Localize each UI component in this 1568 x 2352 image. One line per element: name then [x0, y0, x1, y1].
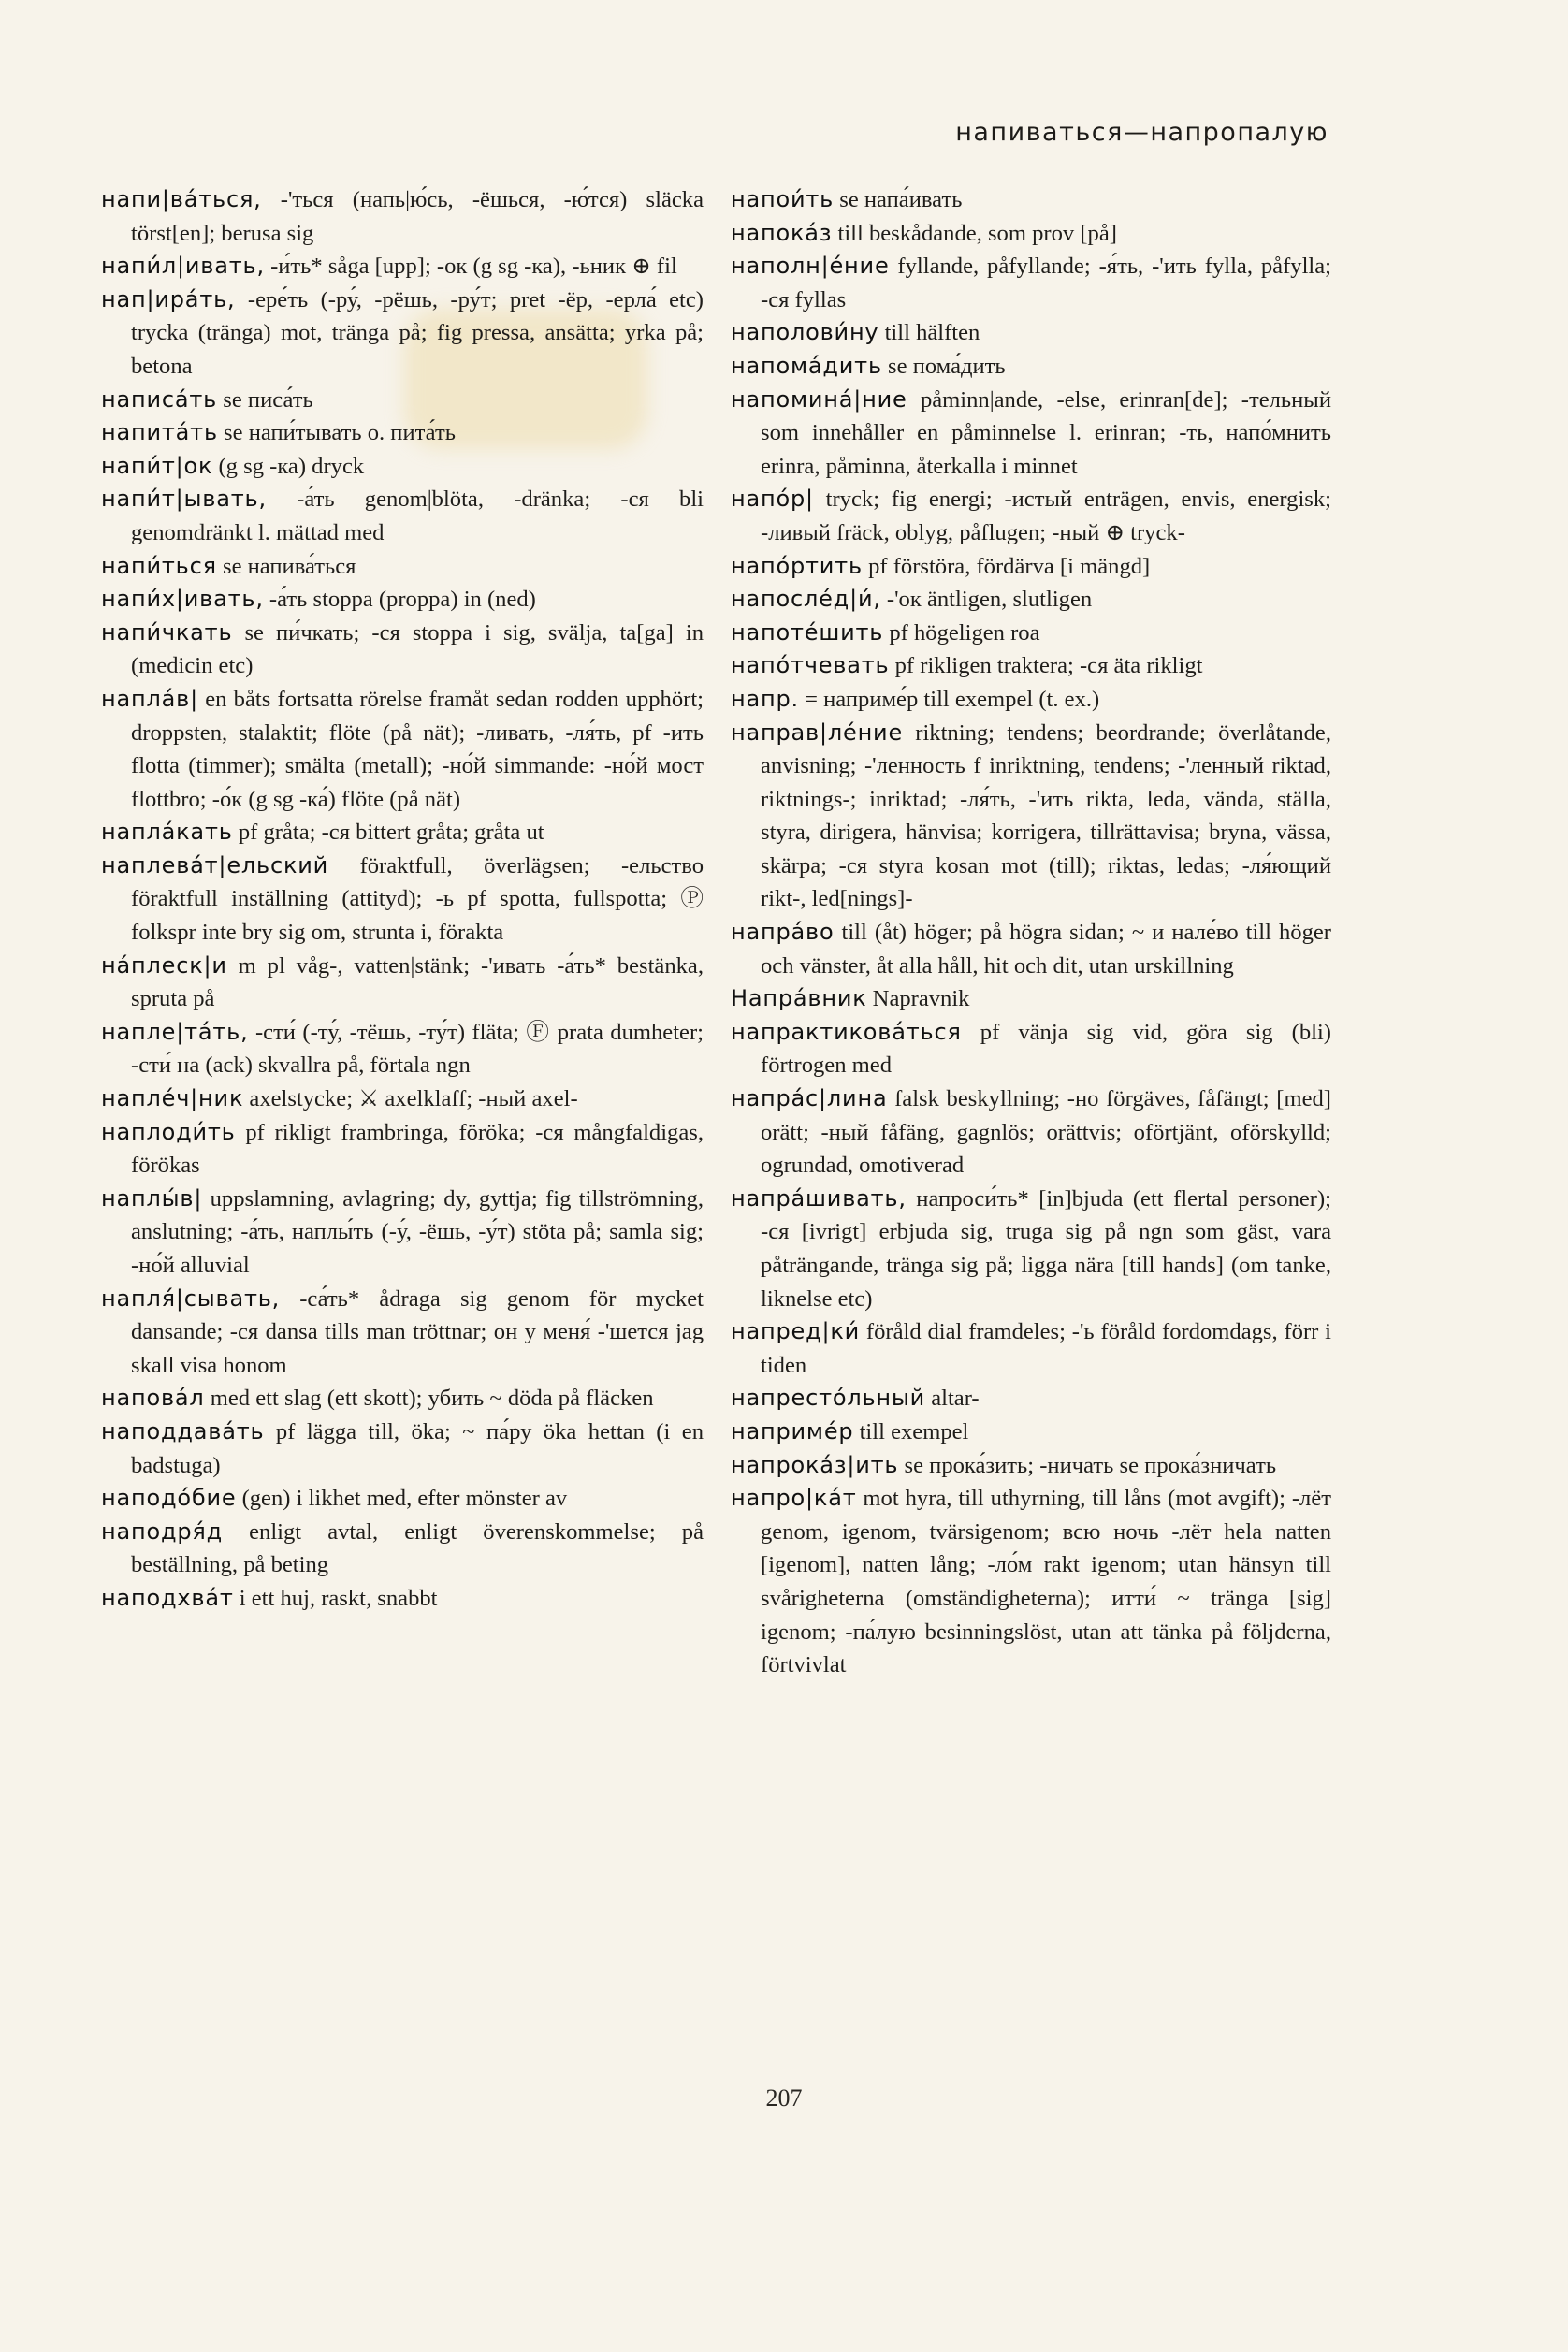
entry-definition: se напива́ться — [216, 553, 356, 579]
entry-headword: наплева́т|ельский — [101, 851, 329, 878]
dictionary-entry — [101, 1016, 704, 1082]
entry-headword: напи́л|ивать, — [101, 253, 265, 280]
entry-definition: -ере́ть (-ру́, -рёшь, -ру́т; pret -ёр, -ерла́ etc) trycka (tränga) mot, tränga på; fig pressa, ansätta; yrka på; betona — [131, 286, 704, 379]
dictionary-entry — [731, 1016, 1331, 1082]
dictionary-entry — [101, 1416, 704, 1482]
entry-headword: нап|ира́ть, — [101, 285, 236, 312]
entry-definition: till hälften — [878, 320, 980, 346]
entry-definition: se прока́зить; -ничать se прока́зничать — [898, 1452, 1277, 1478]
dictionary-entry — [731, 350, 1331, 384]
dictionary-entry — [731, 550, 1331, 584]
dictionary-entry — [731, 583, 1331, 617]
entry-headword: наподхва́т — [101, 1584, 234, 1611]
entry-headword: напоте́шить — [731, 618, 884, 646]
entry-definition: pf rikligen traktera; -ся äta rikligt — [889, 653, 1203, 679]
entry-definition: -сти́ (-ту́, -тёшь, -ту́т) fläta; Ⓕ prata dumheter; -сти́ на (ack) skvallra på, förtala ngn — [131, 1019, 704, 1079]
dictionary-entry — [731, 617, 1331, 650]
entry-headword: напи́т|ывать, — [101, 486, 267, 513]
dictionary-entry — [731, 683, 1331, 717]
entry-definition: pf högeligen roa — [883, 619, 1040, 646]
entry-headword: напи|ва́ться, — [101, 186, 262, 212]
entry-definition: -'ться (напь|ю́сь, -ёшься, -ю́тся) släcka törst[en]; berusa sig — [131, 187, 704, 246]
entry-definition: riktning; tendens; beordrande; överlåtande, anvisning; -'ленность f inriktning, tendens; -'ленный riktad, riktnings-; inriktad; -ля́ть, -'ить rikta, leda, vända, ställa, styra, dirigera, hänvisa; korrigera, tillrättavisa; bryna, vässa, skärpa; -ся styra kosan mot (till); riktas, ledas; -ля́ющий rikt-, led[nings]- — [761, 719, 1331, 912]
entry-headword: напита́ть — [101, 419, 218, 446]
entry-headword: напра́шивать, — [731, 1184, 907, 1212]
dictionary-entry — [731, 1315, 1331, 1382]
entry-definition: pf vänja sig vid, göra sig (bli) förtrogen med — [761, 1019, 1331, 1079]
entry-headword: напля́|сывать, — [101, 1285, 281, 1312]
entry-headword: наподря́д — [101, 1517, 224, 1545]
entry-headword: напра́во — [731, 919, 835, 946]
entry-headword: напома́дить — [731, 352, 882, 379]
entry-definition: se пома́дить — [881, 353, 1006, 379]
entry-headword: напред|ки́ — [731, 1318, 861, 1345]
entry-definition: pf lägga till, öka; ~ па́ру öka hettan (i en badstuga) — [131, 1418, 704, 1478]
dictionary-entry — [101, 617, 704, 683]
dictionary-entry — [731, 649, 1331, 683]
dictionary-entry — [731, 183, 1331, 217]
dictionary-entry — [101, 1482, 704, 1516]
entry-headword: напи́х|ивать, — [101, 586, 264, 613]
dictionary-entry — [101, 550, 704, 584]
entry-definition: -са́ть* ådraga sig genom för mycket dansande; -ся dansa tills man tröttnar; он у меня́ -'шется jag skall visa honom — [131, 1285, 704, 1378]
entry-headword: напра́с|лина — [731, 1085, 888, 1112]
entry-definition: axelstycke; ⚔ axelklaff; -ный axel- — [243, 1086, 578, 1112]
entry-definition: = наприме́р till exempel (t. ex.) — [798, 686, 1100, 712]
entry-headword: напо́ртить — [731, 552, 863, 579]
entry-definition: pf gråta; -ся bittert gråta; gråta ut — [232, 820, 544, 846]
entry-definition: -и́ть* såga [upp]; -ок (g sg -ка), -ьник ⊕ fil — [264, 254, 677, 280]
entry-definition: (g sg -ка) dryck — [212, 453, 365, 479]
entry-headword: напова́л — [101, 1385, 205, 1412]
entry-definition: i ett huj, raskt, snabbt — [233, 1585, 438, 1611]
entry-definition: uppslamning, avlagring; dy, gyttja; fig tillströmning, anslutning; -а́ть, наплы́ть (-у́, -ёшь, -у́т) stöta på; samla sig; -но́й alluvial — [131, 1185, 704, 1278]
entry-headword: напомина́|ние — [731, 385, 907, 413]
dictionary-entry — [731, 1416, 1331, 1449]
entry-headword: напосле́д|и́, — [731, 586, 881, 613]
dictionary-entry — [101, 250, 704, 283]
dictionary-entry — [731, 384, 1331, 484]
dictionary-entry — [101, 283, 704, 384]
entry-headword: напла́кать — [101, 819, 233, 846]
dictionary-entry — [101, 483, 704, 549]
entry-headword: на́плеск|и — [101, 951, 227, 979]
entry-headword: наприме́р — [731, 1417, 854, 1445]
page-number: 207 — [765, 2084, 803, 2112]
entry-definition: напроси́ть* [in]bjuda (ett flertal personer); -ся [ivrigt] erbjuda sig, truga sig på ngn som gäst, vara påträngande, tränga sig på; ligga nära [till hands] (om tanke, liknelse etc) — [761, 1185, 1331, 1312]
entry-headword: напрока́з|ить — [731, 1451, 899, 1478]
entry-definition: pf förstöra, fördärva [i mängd] — [862, 553, 1151, 579]
dictionary-entry — [101, 384, 704, 417]
dictionary-entry — [101, 1283, 704, 1383]
entry-headword: наплоди́ть — [101, 1118, 236, 1145]
entry-headword: напресто́льный — [731, 1385, 926, 1412]
dictionary-entry — [731, 1449, 1331, 1483]
dictionary-entry — [101, 450, 704, 484]
entry-headword: направ|ле́ние — [731, 719, 904, 746]
dictionary-entry — [101, 1516, 704, 1582]
entry-definition: fyllande, påfyllande; -я́ть, -'ить fylla, påfylla; -ся fyllas — [761, 254, 1331, 312]
entry-definition: -'ок äntligen, slutligen — [880, 587, 1093, 613]
entry-definition: pf rikligt frambringa, föröka; -ся mångfaldigas, förökas — [131, 1119, 704, 1179]
entry-headword: напо́тчевать — [731, 652, 890, 679]
dictionary-entry — [101, 1382, 704, 1416]
entry-headword: наподдава́ть — [101, 1417, 265, 1445]
entry-definition: påminn|ande, -else, erinran[de]; -тельный som innehåller en påminnelse l. erinran; -ть, напо́мнить erinra, påminna, återkalla i minnet — [761, 386, 1331, 479]
left-column — [101, 183, 704, 1616]
entry-definition: m pl våg-, vatten|stänk; -'ивать -а́ть* bestänka, spruta på — [131, 952, 704, 1012]
dictionary-entry — [731, 1082, 1331, 1183]
entry-definition: en båts fortsatta rörelse framåt sedan rodden upphört; droppsten, stalaktit; flöte (på nät); -ливать, -ля́ть, pf -ить flotta (timmer); smälta (metall); -но́й simmande: -но́й мост flottbro; -о́к (g sg -ка́) flöte (på nät) — [131, 686, 704, 812]
entry-headword: наполн|е́ние — [731, 253, 890, 280]
entry-headword: наполови́ну — [731, 319, 879, 346]
entry-headword: напле́ч|ник — [101, 1085, 244, 1112]
entry-definition: se писа́ть — [217, 386, 313, 413]
entry-definition: mot hyra, till uthyrning, till låns (mot avgift); -лёт genom, igenom, tvärsigenom; всю ночь -лёт hela natten [igenom], natten lång; -ло́м rakt igenom; utan hänsyn till svårigheterna (omständigheterna); итти́ ~ tränga [sig] igenom; -па́лую besinningslöst, utan att tänka på följderna, förtvivlat — [761, 1486, 1331, 1678]
entry-definition: enligt avtal, enligt överenskommelse; på beställning, på beting — [131, 1518, 704, 1578]
entry-definition: (gen) i likhet med, efter mönster av — [236, 1486, 568, 1512]
dictionary-entry — [731, 483, 1331, 549]
entry-headword: наплы́в| — [101, 1184, 203, 1212]
entry-headword: напи́т|ок — [101, 452, 213, 479]
dictionary-entry — [731, 982, 1331, 1016]
entry-definition: föråld dial framdeles; -'ь föråld fordomdags, förr i tiden — [761, 1319, 1331, 1378]
entry-definition: altar- — [925, 1386, 980, 1412]
entry-definition: till (åt) höger; på högra sidan; ~ и нале́во till höger och vänster, åt alla håll, hit och dit, utan urskillning — [761, 920, 1331, 979]
dictionary-entry — [101, 416, 704, 450]
right-column — [731, 183, 1331, 1682]
dictionary-entry — [101, 583, 704, 617]
entry-definition: med ett slag (ett skott); убить ~ döda på fläcken — [204, 1386, 654, 1412]
entry-definition: se пи́чкать; -ся stoppa i sig, svälja, ta[ga] in (medicin etc) — [131, 619, 704, 679]
entry-headword: напои́ть — [731, 186, 835, 212]
dictionary-entry — [101, 816, 704, 849]
entry-headword: напро|ка́т — [731, 1485, 857, 1512]
entry-headword: Напра́вник — [731, 985, 867, 1012]
entry-headword: напи́чкать — [101, 618, 233, 646]
entry-headword: напла́в| — [101, 685, 198, 712]
dictionary-entry — [101, 683, 704, 816]
entry-definition: se напа́ивать — [834, 187, 963, 212]
dictionary-entry — [101, 183, 704, 250]
dictionary-entry — [731, 1382, 1331, 1416]
dictionary-entry — [731, 1482, 1331, 1682]
dictionary-entry — [101, 849, 704, 950]
dictionary-entry — [731, 217, 1331, 251]
dictionary-entry — [731, 717, 1331, 917]
entry-definition: föraktfull, överlägsen; -ельство föraktfull inställning (attityd); -ь pf spotta, fullspotta; Ⓟ folkspr inte bry sig om, strunta i, förakta — [131, 852, 704, 946]
entry-definition: Napravnik — [866, 986, 970, 1012]
entry-headword: напи́ться — [101, 552, 217, 579]
dictionary-entry — [731, 316, 1331, 350]
dictionary-entry — [731, 1183, 1331, 1315]
dictionary-entry — [731, 250, 1331, 316]
entry-definition: -а́ть stoppa (proppa) in (ned) — [263, 587, 536, 613]
dictionary-entry — [101, 1183, 704, 1283]
dictionary-entry — [101, 1082, 704, 1116]
entry-headword: написа́ть — [101, 385, 218, 413]
entry-headword: напо́р| — [731, 486, 814, 513]
entry-definition: tryck; fig energi; -истый enträgen, envis, energisk; -ливый fräck, oblyg, påflugen; -ный ⊕ tryck- — [761, 486, 1331, 545]
dictionary-entry — [101, 1116, 704, 1183]
dictionary-entry — [731, 916, 1331, 982]
entry-headword: напр. — [731, 685, 799, 712]
entry-definition: till exempel — [853, 1418, 969, 1445]
dictionary-entry — [101, 950, 704, 1016]
entry-definition: falsk beskyllning; -но förgäves, fåfängt; [med] orätt; -ный fåfäng, gagnlös; orättvis; oförtjänt, oförskylld; ogrundad, omotiverad — [761, 1086, 1331, 1179]
running-head: напиваться—напропалую — [955, 118, 1328, 147]
entry-headword: напле|та́ть, — [101, 1018, 249, 1045]
entry-definition: till beskådande, som prov [på] — [832, 220, 1117, 246]
entry-headword: напока́з — [731, 219, 833, 246]
entry-definition: se напи́тывать o. пита́ть — [217, 420, 456, 446]
entry-definition: -а́ть genom|blöta, -dränka; -ся bli genomdränkt l. mättad med — [131, 486, 704, 545]
entry-headword: наподо́бие — [101, 1485, 237, 1512]
entry-headword: напрактикова́ться — [731, 1018, 962, 1045]
dictionary-entry — [101, 1582, 704, 1616]
